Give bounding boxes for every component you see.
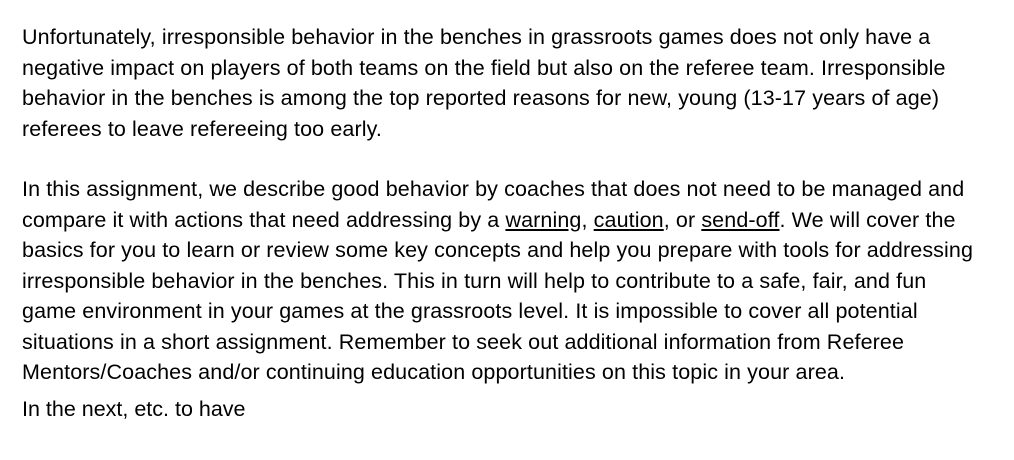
term-warning: warning	[505, 207, 582, 232]
term-caution: caution	[593, 207, 664, 232]
term-send-off: send-off	[701, 207, 780, 232]
paragraph-intro	[22, 22, 978, 144]
cut-off-line	[22, 396, 978, 424]
paragraph-assignment	[22, 174, 978, 388]
assignment-text-part-1: In this assignment, we describe good behavior by coaches that does not need to be managed and compare it with actions that need addressing by a	[22, 177, 965, 232]
assignment-separator-1: ,	[581, 207, 594, 232]
assignment-text-part-2: . We will cover the basics for you to learn or review some key concepts and help you prepare with tools for addressing irresponsible behavior in the benches. This in turn will help to contribute to a safe, fair, and fun game environment in your games at the grassroots level. It is impossible to cover all potential situations in a short assignment. Remember to seek out additional information from Referee Mentors/Coaches and/or continuing education opportunities on this topic in your area.	[22, 207, 974, 384]
cut-off-line-text: In the next, etc. to have	[22, 396, 246, 421]
paragraph-intro-text: Unfortunately, irresponsible behavior in the benches in grassroots games does not only have a negative impact on players of both teams on the field but also on the referee team. Irresponsible behavior in the benches is among the top reported reasons for new, young (13-17 years of age) referees to leave refereeing too early.	[22, 25, 946, 141]
assignment-separator-2: , or	[663, 207, 702, 232]
